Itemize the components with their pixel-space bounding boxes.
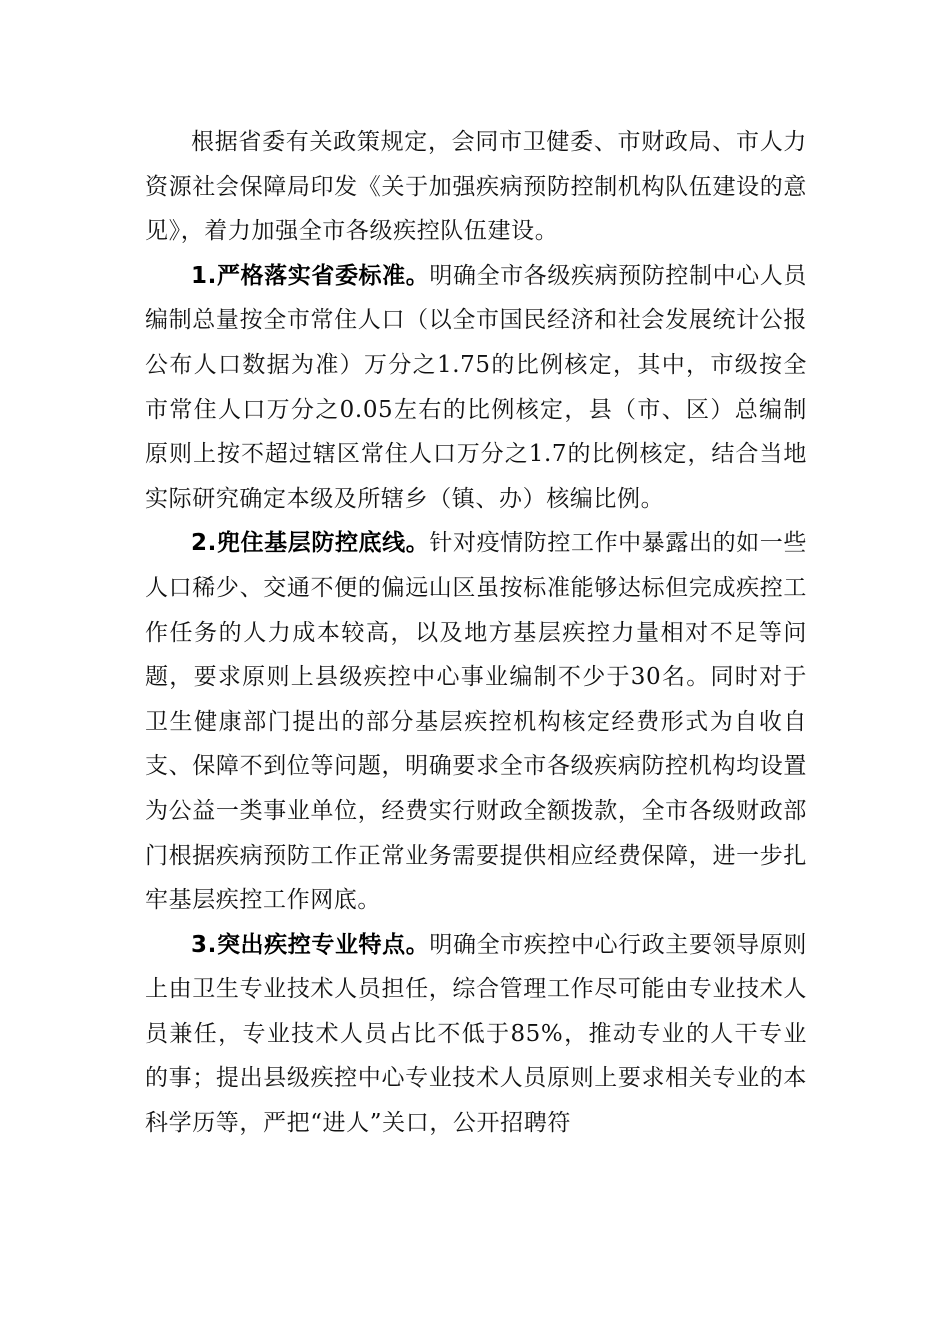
section-3-text: 明确全市疾控中心行政主要领导原则上由卫生专业技术人员担任，综合管理工作尽可能由专业技术人员兼任，专业技术人员占比不低于85%，推动专业的人干专业的事；提出县级疾控中心专业技术人员原则上要求相关专业的本科学历等，严把“进人”关口，公开招聘符	[145, 931, 807, 1137]
section-1-paragraph	[145, 254, 807, 522]
section-3-heading: 3.突出疾控专业特点。	[191, 931, 430, 958]
section-1-heading: 1.严格落实省委标准。	[191, 262, 430, 289]
intro-paragraph	[145, 120, 807, 254]
intro-paragraph-text: 根据省委有关政策规定，会同市卫健委、市财政局、市人力资源社会保障局印发《关于加强疾病预防控制机构队伍建设的意见》，着力加强全市各级疾控队伍建设。	[145, 129, 807, 245]
section-3-paragraph	[145, 923, 807, 1146]
section-2-text: 针对疫情防控工作中暴露出的如一些人口稀少、交通不便的偏远山区虽按标准能够达标但完成疾控工作任务的人力成本较高，以及地方基层疾控力量相对不足等问题，要求原则上县级疾控中心事业编制不少于30名。同时对于卫生健康部门提出的部分基层疾控机构核定经费形式为自收自支、保障不到位等问题，明确要求全市各级疾病防控机构均设置为公益一类事业单位，经费实行财政全额拨款，全市各级财政部门根据疾病预防工作正常业务需要提供相应经费保障，进一步扎牢基层疾控工作网底。	[145, 530, 807, 914]
section-2-heading: 2.兜住基层防控底线。	[191, 530, 430, 557]
document-body	[145, 120, 807, 1146]
section-1-text: 明确全市各级疾病预防控制中心人员编制总量按全市常住人口（以全市国民经济和社会发展统计公报公布人口数据为准）万分之1.75的比例核定，其中，市级按全市常住人口万分之0.05左右的比例核定，县（市、区）总编制原则上按不超过辖区常住人口万分之1.7的比例核定，结合当地实际研究确定本级及所辖乡（镇、办）核编比例。	[145, 262, 807, 512]
section-2-paragraph	[145, 521, 807, 922]
